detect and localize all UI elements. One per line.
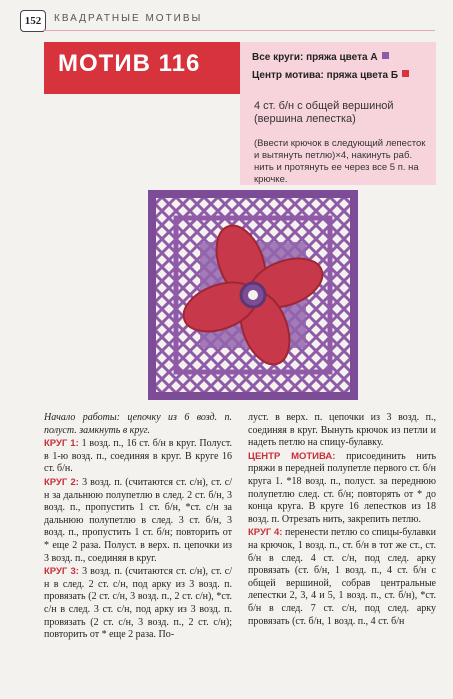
round-3-continuation: луст. в верх. п. цепочки из 3 возд. п., соединяя в круг. Вынуть крючок из петли и надеть петлю на спицу-булавку. — [248, 412, 436, 449]
round-4-heading: КРУГ 4: — [248, 527, 283, 539]
stitch-name: 4 ст. б/н с общей вершиной (вершина лепестка) — [254, 100, 394, 125]
round-1-text: 1 возд. п., 16 ст. б/н в круг. Полуст. в 1-ю возд. п., соединяя в круг. В круге 16 ст. б/н. — [44, 438, 232, 475]
yarn-legend-center — [252, 70, 409, 81]
intro-paragraph: Начало работы: цепочку из 6 возд. п. полуст. замкнуть в круг. — [44, 412, 232, 436]
page-number: 152 — [20, 10, 46, 32]
round-4-text: перенести петлю со спицы-булавки на крючок, 1 возд. п., ст. б/н в тот же ст., ст. б/н в след. 4 ст. с/н, под след. арку провязать (ст. б/н, 1 возд. п., 4 ст. б/н с общей вершиной, собрав центральные лепестки 2, 3, 4 и 5, 1 возд. п., ст. б/н), *ст. б/н в след. 7 ст. с/н, под след. арку провязать (ст. б/н, 1 возд. п., 4 ст. б/н — [248, 527, 436, 627]
motif-title: МОТИВ 116 — [58, 50, 201, 77]
round-2-text: 3 возд. п. (считаются ст. с/н), ст. с/н за дальнюю полупетлю в след. 2 ст. б/н, 3 возд. п., пропустить 1 ст. б/н, *ст. с/н за дальнюю полупетлю в след. 3 ст. б/н, 3 возд. п., пропустить 1 ст. б/н; повторить от * еще 2 раза. Полуст. в верх. п. цепочки из 3 возд. п., соединяя в круг. — [44, 476, 233, 564]
running-title: КВАДРАТНЫЕ МОТИВЫ — [54, 13, 203, 24]
round-2-heading: КРУГ 2: — [44, 476, 79, 488]
instructions-column-left — [44, 412, 232, 643]
round-1-heading: КРУГ 1: — [44, 438, 79, 450]
center-heading: ЦЕНТР МОТИВА: — [248, 450, 336, 462]
yarn-legend-all — [252, 52, 389, 63]
round-2-paragraph — [44, 477, 232, 565]
motif-title-band — [44, 42, 240, 94]
center-paragraph — [248, 451, 436, 527]
instructions-column-right — [248, 412, 436, 629]
round-3-heading: КРУГ 3: — [44, 566, 79, 578]
motif-photo — [148, 190, 358, 400]
round-3-paragraph — [44, 566, 232, 642]
round-3-text: 3 возд. п. (считаются ст. с/н), ст. с/н в след. 2 ст. с/н, под арку из 3 возд. п. провязать (2 ст. с/н, 3 возд. п., 2 ст. с/н), *ст. с/н в след. 3 ст. с/н, под арку из 3 возд. п. провязать (2 ст. с/н, 3 возд. п., 2 ст. с/н); повторить от * еще 2 раза. По- — [44, 566, 233, 641]
round-1-paragraph — [44, 438, 232, 476]
yarn-all-label: Все круги: пряжа цвета А — [252, 52, 378, 63]
stitch-description: (Ввести крючок в следующий лепесток и вытянуть петлю)×4, накинуть раб. нить и протянуть ее через все 5 п. на крючке. — [254, 138, 426, 185]
round-4-paragraph — [248, 527, 436, 628]
header-rule — [44, 30, 435, 31]
center-text: присоединить нить пряжи в передней полупетле первого ст. б/н круга 1. *18 возд. п., полуст. за переднюю полупетлю след. ст. б/н; повторять от * до конца круга. В круге 16 лепестков из 18 возд. п. Отрезать нить, закрепить петлю. — [248, 450, 437, 525]
yarn-center-label: Центр мотива: пряжа цвета Б — [252, 70, 399, 81]
yarn-a-swatch — [382, 52, 389, 59]
info-panel — [240, 42, 436, 185]
yarn-b-swatch — [402, 70, 409, 77]
